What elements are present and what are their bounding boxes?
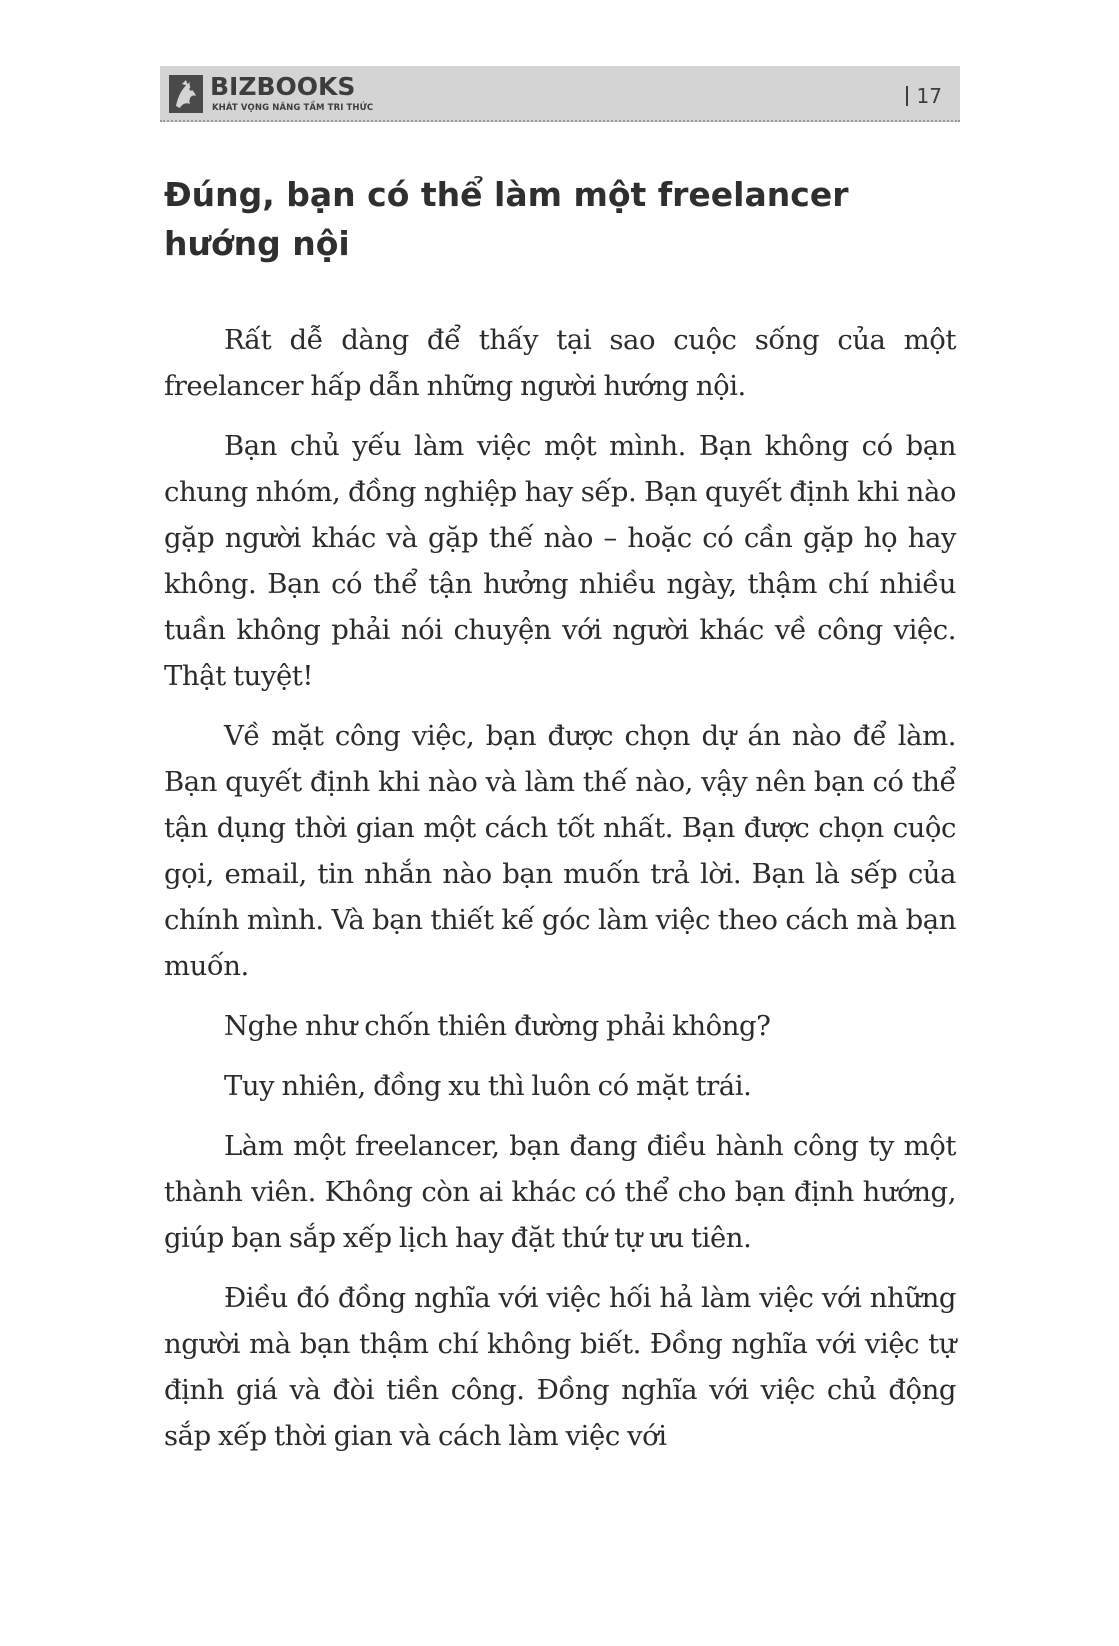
chapter-title-line-2: hướng nội — [164, 224, 350, 263]
chapter-title — [164, 170, 964, 268]
page-number-value: 17 — [916, 84, 942, 108]
paragraph-2: Bạn chủ yếu làm việc một mình. Bạn không có bạn chung nhóm, đồng nghiệp hay sếp. Bạn quyết định khi nào gặp người khác và gặp thế nào – hoặc có cần gặp họ hay không. Bạn có thể tận hưởng nhiều ngày, thậm chí nhiều tuần không phải nói chuyện với người khác về công việc. Thật tuyệt! — [164, 430, 956, 692]
brand-name: BIZBOOKS — [210, 72, 356, 101]
page-header — [160, 66, 960, 122]
paragraph-1: Rất dễ dàng để thấy tại sao cuộc sống của một freelancer hấp dẫn những người hướng nội. — [164, 324, 956, 402]
paragraph-3: Về mặt công việc, bạn được chọn dự án nào để làm. Bạn quyết định khi nào và làm thế nào, vậy nên bạn có thể tận dụng thời gian một cách tốt nhất. Bạn được chọn cuộc gọi, email, tin nhắn nào bạn muốn trả lời. Bạn là sếp của chính mình. Và bạn thiết kế góc làm việc theo cách mà bạn muốn. — [164, 720, 956, 982]
paragraph-6: Làm một freelancer, bạn đang điều hành công ty một thành viên. Không còn ai khác có thể cho bạn định hướng, giúp bạn sắp xếp lịch hay đặt thứ tự ưu tiên. — [164, 1130, 956, 1254]
paragraph-7: Điều đó đồng nghĩa với việc hối hả làm việc với những người mà bạn thậm chí không biết. Đồng nghĩa với việc tự định giá và đòi tiền công. Đồng nghĩa với việc chủ động sắp xếp thời gian và cách làm việc với — [164, 1282, 956, 1452]
brand-tagline: KHÁT VỌNG NÂNG TẦM TRI THỨC — [212, 103, 374, 113]
page-number-separator — [906, 86, 908, 106]
body-text — [164, 317, 956, 1473]
paragraph-5: Tuy nhiên, đồng xu thì luôn có mặt trái. — [224, 1070, 752, 1102]
paragraph-4: Nghe như chốn thiên đường phải không? — [224, 1010, 771, 1042]
chapter-title-line-1: Đúng, bạn có thể làm một freelancer — [164, 175, 849, 214]
page-number — [906, 84, 942, 108]
bizbooks-logo-icon — [168, 74, 204, 114]
